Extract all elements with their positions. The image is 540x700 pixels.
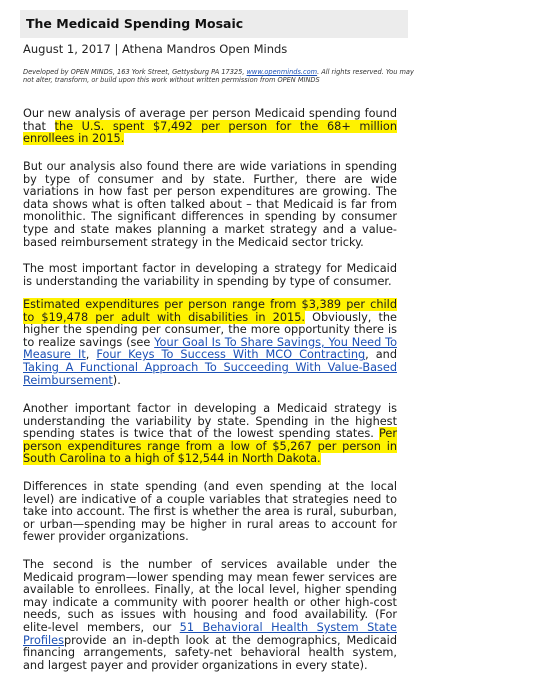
p7-text-end: provide an in-depth look at the demographics, Medicaid financing arrangements, safety-net behavioral health system, and largest payer and provider organizations in every state). (23, 633, 397, 672)
paragraph-6: Differences in state spending (and even spending at the local level) are indicative of a couple variables that strategies need to take into account. The first is whether the area is rural, suburban, or urban—spending may be higher in rural areas to account for fewer provider organizations. (23, 480, 397, 544)
share-savings-article-link[interactable]: Your Goal Is To Share Savings, You Need To Measure It (23, 335, 397, 362)
p4-separator-1: , (85, 348, 97, 362)
notice-text-end: . All rights reserved. You may not alter, transform, or build upon this work without written permission from OPEN MINDS (23, 68, 414, 85)
notice-text-start: Developed by OPEN MINDS, 163 York Street, Gettysburg PA 17325, (23, 68, 247, 76)
p4-separator-2: , and (365, 348, 397, 362)
p7-text: The second is the number of services available under the Medicaid program—lower spending may mean fewer services are available to enrollees. Finally, at the local level, higher spending may indicate a community with poorer health or other high-cost needs, such as issues with housing and food availability. (For elite-level members, our (23, 558, 397, 634)
state-profiles-link[interactable]: 51 Behavioral Health System State Profiles (23, 620, 397, 647)
paragraph-3: The most important factor in developing a strategy for Medicaid is understanding the variability in spending by type of consumer. (23, 262, 397, 288)
paragraph-1 (23, 108, 397, 146)
p4-text: Obviously, the higher the spending per consumer, the more opportunity there is to realize savings (see (23, 310, 397, 349)
paragraph-2: But our analysis also found there are wide variations in spending by type of consumer and by state. Further, there are wide variations in how fast per person expenditures are growing. The data shows what is often talked about – that Medicaid is far from monolithic. The significant differences in spending by consumer type and state makes planning a market strategy and a value-based reimbursement strategy in the Medicaid sector tricky. (23, 160, 397, 249)
title-bar (20, 10, 408, 38)
p1-highlight: the U.S. spent $7,492 per person for the 68+ million enrollees in 2015. (23, 119, 397, 146)
mco-contracting-article-link[interactable]: Four Keys To Success With MCO Contracting (96, 348, 366, 362)
openminds-website-link[interactable]: www.openminds.com (246, 68, 318, 76)
p1-text: Our new analysis of average per person Medicaid spending found that (23, 107, 397, 133)
paragraph-5 (23, 403, 397, 466)
value-based-reimbursement-article-link[interactable]: Taking A Functional Approach To Succeeding With Value-Based Reimbursement (23, 360, 397, 387)
p4-highlight: Estimated expenditures per person range from $3,389 per child to $19,478 per adult with disabilities in 2015. (23, 298, 397, 324)
p5-highlight: Per person expenditures range from a low of $5,267 per person in South Carolina to a high of $12,544 in North Dakota. (23, 427, 397, 466)
p5-text: Another important factor in developing a Medicaid strategy is understanding the variability by state. Spending in the highest spending states is twice that of the lowest spending states. (23, 402, 397, 441)
paragraph-4 (23, 299, 397, 387)
p4-text-end: ). (112, 373, 121, 387)
paragraph-7 (23, 559, 397, 672)
byline: August 1, 2017 | Athena Mandros Open Minds (23, 42, 288, 56)
copyright-notice (23, 68, 423, 85)
article-title: The Medicaid Spending Mosaic (26, 16, 244, 31)
